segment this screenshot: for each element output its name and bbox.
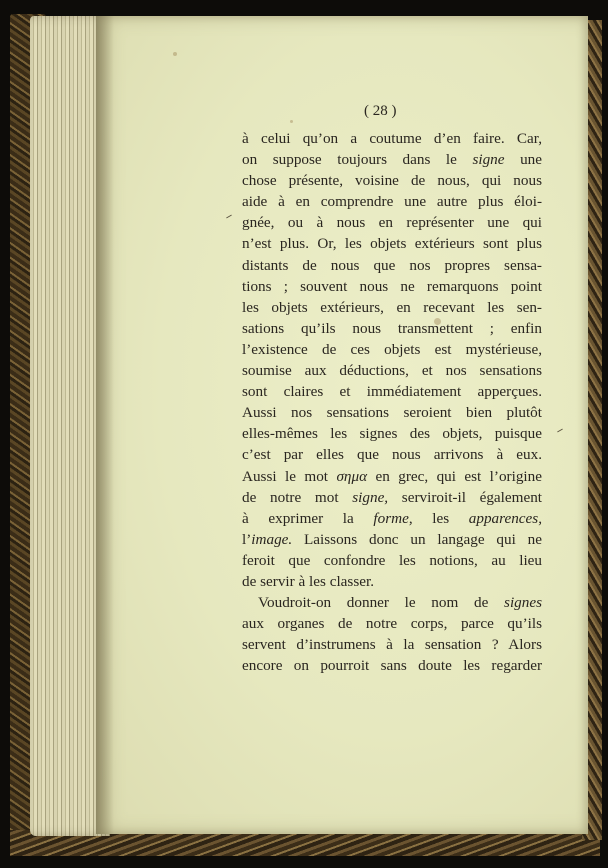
page-number: ( 28 ): [364, 103, 397, 119]
italic-text: signes: [504, 594, 542, 612]
text-line: [242, 402, 542, 423]
text-line: [242, 233, 542, 254]
text-line: [242, 508, 542, 529]
text-segment: une: [504, 151, 542, 169]
text-segment: aux organes de notre corps, parce qu’ils: [242, 615, 542, 633]
text-segment: à celui qu’on a coutume d’en faire. Car,: [242, 130, 542, 147]
text-line: [242, 423, 542, 444]
text-segment: sont claires et immédiatement apperçues.: [242, 383, 542, 401]
text-line: [242, 297, 542, 318]
text-line: [242, 212, 542, 233]
text-line: [242, 634, 542, 655]
italic-text: image.: [251, 530, 293, 548]
italic-text: signe,: [352, 488, 389, 506]
text-segment: tions ; souvent nous ne remarquons point: [242, 277, 542, 295]
text-line: [242, 571, 542, 592]
text-line: [242, 318, 542, 339]
text-segment: de notre mot: [242, 488, 353, 506]
text-segment: ,: [538, 509, 542, 527]
text-segment: en grec, qui est l’origine: [367, 467, 542, 485]
text-line: [242, 529, 542, 550]
text-segment: , les: [408, 509, 469, 527]
text-segment: Aussi nos sensations seroient bien plutôt: [242, 404, 542, 422]
text-segment: n’est plus. Or, les objets extérieurs sont plus: [242, 235, 542, 253]
text-segment: à exprimer la: [242, 509, 374, 527]
text-line: [242, 276, 542, 297]
text-segment: serviroit-il également: [388, 488, 543, 506]
text-line: [242, 381, 542, 402]
text-line: [242, 149, 542, 170]
italic-text: signe: [472, 151, 505, 169]
text-segment: de servir à les classer.: [242, 572, 374, 590]
text-line: [242, 466, 542, 487]
text-segment: Voudroit-on donner le nom de: [258, 594, 505, 612]
italic-text: apparences: [468, 509, 539, 527]
text-segment: encore on pourroit sans doute les regarder: [242, 657, 542, 675]
text-segment: Laissons donc un langage qui ne: [292, 530, 542, 548]
text-segment: Aussi le mot: [242, 467, 337, 485]
italic-text: σημα: [336, 467, 368, 485]
text-line: [242, 128, 542, 149]
gutter-shadow: [96, 16, 114, 834]
text-line: [242, 613, 542, 634]
text-line: [242, 487, 542, 508]
text-segment: gnée, ou à nous en représenter une qui: [242, 214, 542, 232]
text-segment: soumise aux déductions, et nos sensations: [242, 362, 542, 380]
text-line: [242, 444, 542, 465]
text-segment: aide à en comprendre une autre plus éloi-: [242, 193, 542, 211]
text-line: [242, 550, 542, 571]
foxing-spot: [290, 120, 293, 123]
italic-text: forme: [373, 509, 409, 527]
text-segment: on suppose toujours dans le: [242, 151, 473, 169]
text-segment: distants de nous que nos propres sensa-: [242, 256, 542, 274]
text-segment: sations qu’ils nous transmettent ; enfin: [242, 319, 542, 337]
text-line: [242, 191, 542, 212]
text-line: [242, 339, 542, 360]
text-line: [242, 170, 542, 191]
text-segment: les objets extérieurs, en recevant les sen-: [242, 298, 542, 316]
text-line: [242, 255, 542, 276]
text-segment: servent d’instrumens à la sensation ? Alors: [242, 636, 542, 654]
text-segment: c’est par elles que nous arrivons à eux.: [242, 446, 542, 464]
text-segment: l’existence de ces objets est mystérieuse,: [242, 340, 542, 358]
text-segment: l’: [242, 530, 252, 548]
body-text: [242, 128, 542, 676]
text-line: [242, 592, 542, 613]
text-segment: elles-mêmes les signes des objets, puisque: [242, 425, 542, 443]
text-line: [242, 360, 542, 381]
foxing-spot: [173, 52, 177, 56]
text-segment: chose présente, voisine de nous, qui nous: [242, 172, 542, 190]
text-line: [242, 655, 542, 676]
text-segment: feroit que confondre les notions, au lieu: [242, 551, 542, 569]
